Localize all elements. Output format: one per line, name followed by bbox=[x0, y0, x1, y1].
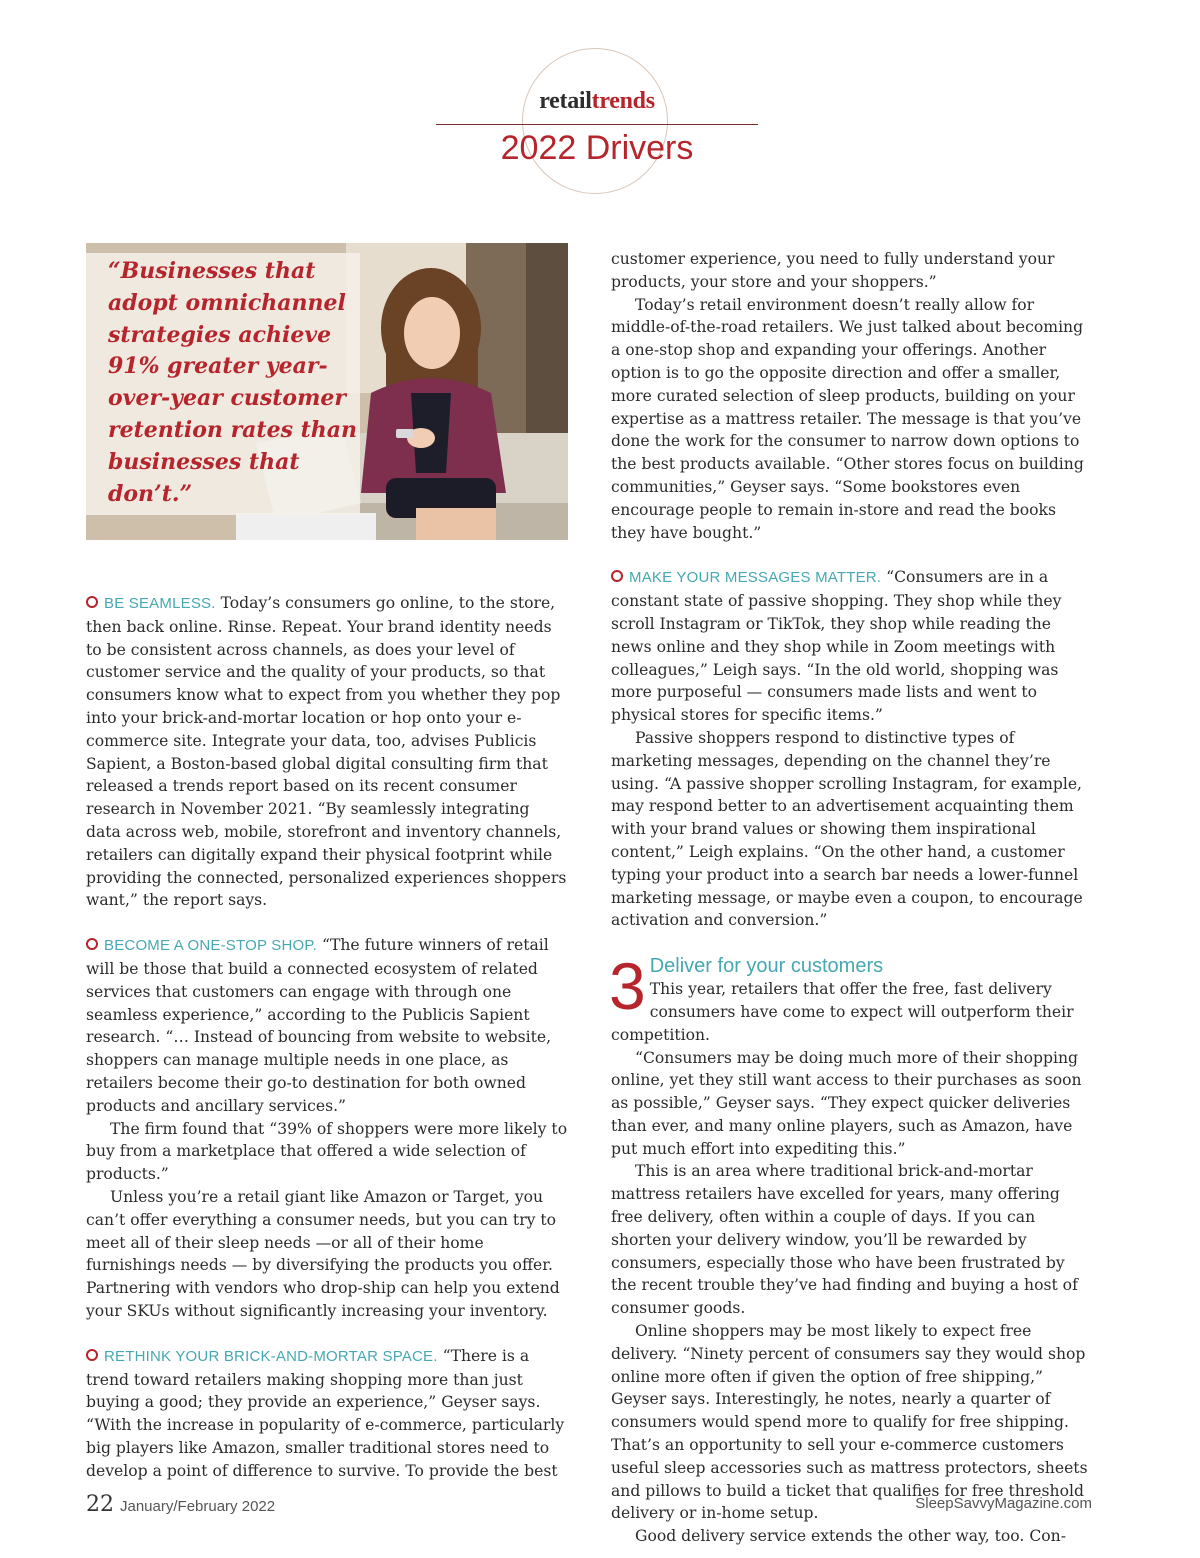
section-label-part1: retail bbox=[539, 88, 592, 114]
footer-left bbox=[86, 1492, 275, 1517]
paragraph: The firm found that “39% of shoppers were more likely to buy from a marketplace that offered a wide selection of products.” bbox=[86, 1119, 568, 1184]
section-one-stop-shop bbox=[86, 934, 568, 1117]
circle-bullet-icon bbox=[86, 596, 98, 608]
kicker-one-stop-shop: BECOME A ONE-STOP SHOP. bbox=[104, 937, 318, 955]
kicker-messages-matter: MAKE YOUR MESSAGES MATTER. bbox=[629, 569, 882, 587]
section-label bbox=[436, 86, 758, 116]
paragraph: Unless you’re a retail giant like Amazon or Target, you can’t offer everything a consumer needs, but you can try to meet all of their sleep needs —or all of their home furnishings needs — by diversifying the products you offer. Partnering with vendors who drop-ship can help you extend your SKUs without significantly increasing your inventory. bbox=[86, 1187, 560, 1320]
paragraph: Good delivery service extends the other way, too. Con- bbox=[635, 1527, 1066, 1546]
kicker-be-seamless: BE SEAMLESS. bbox=[104, 595, 216, 612]
paragraph-text: “Consumers are in a constant state of passive shopping. They shop while they scroll Instagram or TikTok, they shop while reading the news online and they shop while in Zoom meetings with colleagues,” Leigh says. “In the old world, shopping was more purposeful — consumers made lists and went to physical stores for specific items.” bbox=[611, 568, 1062, 725]
section-heading: Deliver for your customers bbox=[649, 955, 884, 978]
paragraph: Today’s retail environment doesn’t really allow for middle-of-the-road retailers. We just talked about becoming a one-stop shop and expanding your offerings. Another option is to go the opposite direction and offer a smaller, more curated selection of sleep products, building on your expertise as a mattress retailer. The message is that you’ve done the work for the consumer to narrow down options to the best products available. “Other stores focus on building communities,” Geyser says. “Some bookstores even encourage people to remain in-store and read the books they have bought.” bbox=[611, 295, 1084, 542]
paragraph-text: “The future winners of retail will be those that build a connected ecosystem of related services that customers can engage with through one seamless experience,” according to the Publicis Sapient research. “… Instead of bouncing from website to website, shoppers can manage multiple needs in one place, as retailers become their go-to destination for both owned products and ancillary services.” bbox=[86, 936, 552, 1115]
paragraph-text: “There is a trend toward retailers making shopping more than just buying a good; they provide an experience,” Geyser says. “With the increase in popularity of e-commerce, particularly big players like Amazon, smaller traditional stores need to develop a point of difference to survive. To provide the best bbox=[86, 1346, 565, 1480]
page-header bbox=[0, 0, 1200, 220]
page-number: 22 bbox=[86, 1492, 114, 1517]
section-be-seamless bbox=[86, 592, 568, 912]
paragraph: “Consumers may be doing much more of their shopping online, yet they still want access to their purchases as soon as possible,” Geyser says. “They expect quicker deliveries than ever, and many online players, such as Amazon, have put much effort into expediting this.” bbox=[611, 1048, 1082, 1158]
paragraph-text: Today’s consumers go online, to the store, then back online. Rinse. Repeat. Your brand identity needs to be consistent across channels, as does your level of customer service and the quality of your products, so that consumers know what to expect from you whether they pop into your brick-and-mortar location or hop onto your e-commerce site. Integrate your data, too, advises Publicis Sapient, a Boston-based global digital consulting firm that released a trends report based on its recent consumer research in November 2021. “By seamlessly integrating data across web, mobile, storefront and inventory channels, retailers can digitally expand their physical footprint while providing the connected, personalized experiences shoppers want,” the report says. bbox=[86, 594, 567, 910]
right-column bbox=[611, 248, 1093, 1548]
section-3-deliver bbox=[609, 949, 1093, 1046]
kicker-rethink-space: RETHINK YOUR BRICK-AND-MORTAR SPACE. bbox=[104, 1347, 438, 1365]
footer-site: SleepSavvyMagazine.com bbox=[915, 1495, 1092, 1512]
paragraph: customer experience, you need to fully understand your products, your store and your shoppers.” bbox=[611, 250, 1055, 291]
pull-quote: “Businesses that adopt omnichannel strategies achieve 91% greater year-over-year customer retention rates than businesses that don’t.” bbox=[108, 258, 358, 507]
issue-date: January/February 2022 bbox=[120, 1498, 276, 1515]
paragraph: Online shoppers may be most likely to expect free delivery. “Ninety percent of consumers say they would shop online more often if given the option of free shipping,” Geyser says. Interestingly, he notes, nearly a quarter of consumers would spend more to qualify for free shipping. That’s an opportunity to sell your e-commerce customers useful sleep accessories such as mattress protectors, sheets and pillows to build a ticket that qualifies for free threshold delivery or in-home setup. bbox=[611, 1322, 1088, 1523]
paragraph: This is an area where traditional brick-and-mortar mattress retailers have excelled for years, many offering free delivery, often within a couple of days. If you can shorten your delivery window, you’ll be rewarded by consumers, especially those who have been frustrated by the recent trouble they’ve had finding and buying a host of consumer goods. bbox=[611, 1162, 1078, 1318]
circle-bullet-icon bbox=[86, 1349, 98, 1361]
circle-bullet-icon bbox=[611, 570, 623, 582]
section-number: 3 bbox=[609, 949, 646, 1024]
left-column bbox=[86, 592, 568, 1482]
page-title: 2022 Drivers bbox=[500, 129, 694, 167]
header-circle-ornament bbox=[522, 48, 668, 194]
section-label-part2: trends bbox=[591, 88, 655, 114]
section-rethink-space bbox=[86, 1345, 568, 1483]
paragraph: Passive shoppers respond to distinctive types of marketing messages, depending on the channel they’re using. “A passive shopper scrolling Instagram, for example, may respond better to an advertisement acquainting them with your brand values or showing them inspirational content,” Leigh explains. “On the other hand, a customer typing your product into a search bar needs a lower-funnel marketing message, or maybe even a coupon, to encourage activation and conversion.” bbox=[611, 728, 1083, 930]
circle-bullet-icon bbox=[86, 938, 98, 950]
paragraph: This year, retailers that offer the free, fast delivery consumers have come to expect will outperform their competition. bbox=[611, 980, 1074, 1044]
header-rule bbox=[436, 124, 758, 125]
section-messages-matter bbox=[611, 566, 1093, 727]
